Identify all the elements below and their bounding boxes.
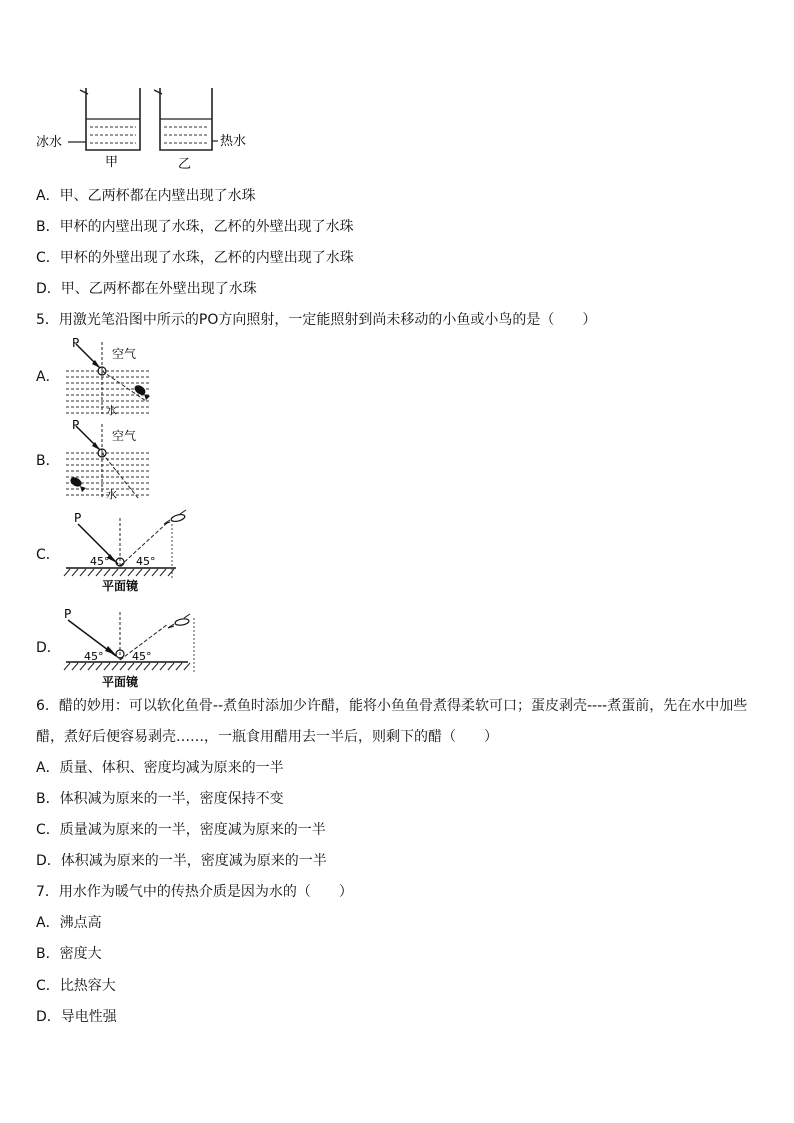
q6-stem-line2: 醋，煮好后便容易剥壳……，一瓶食用醋用去一半后，则剩下的醋（ ） <box>36 729 498 745</box>
svg-text:平面镜: 平面镜 <box>102 675 139 689</box>
q5-figure-b <box>62 418 162 502</box>
q7-option-a: A．沸点高 <box>36 915 102 931</box>
beakers-figure <box>36 84 256 174</box>
q7-option-c: C．比热容大 <box>36 978 116 994</box>
q5-option-b-label: B． <box>36 453 60 469</box>
svg-text:平面镜: 平面镜 <box>102 579 139 593</box>
svg-text:45°: 45° <box>132 650 152 663</box>
svg-text:45°: 45° <box>90 555 110 568</box>
svg-text:空气: 空气 <box>112 347 137 361</box>
fish-icon <box>69 476 86 492</box>
q6-option-c: C．质量减为原来的一半，密度减为原来的一半 <box>36 822 326 838</box>
q6-option-a: A．质量、体积、密度均减为原来的一半 <box>36 760 284 776</box>
beaker-jia <box>80 88 140 150</box>
svg-text:P: P <box>64 607 72 621</box>
svg-text:45°: 45° <box>136 555 156 568</box>
q6-stem-line1: 6．醋的妙用：可以软化鱼骨--煮鱼时添加少许醋，能将小鱼鱼骨煮得柔软可口；蛋皮剥壳----煮蛋前，先在水中加些 <box>36 698 748 714</box>
svg-text:P: P <box>74 511 82 525</box>
q7-option-b: B．密度大 <box>36 946 102 962</box>
bird-icon <box>168 614 190 628</box>
q4-option-c: C．甲杯的外壁出现了水珠，乙杯的内壁出现了水珠 <box>36 250 354 266</box>
q6-option-b: B．体积减为原来的一半，密度保持不变 <box>36 791 284 807</box>
q7-option-d: D．导电性强 <box>36 1009 117 1025</box>
q4-option-b: B．甲杯的内壁出现了水珠，乙杯的外壁出现了水珠 <box>36 219 354 235</box>
svg-text:水: 水 <box>106 404 117 416</box>
svg-text:P: P <box>72 418 80 432</box>
svg-text:45°: 45° <box>84 650 104 663</box>
label-hot-water: 热水 <box>220 134 247 149</box>
q5-figure-a <box>62 336 162 416</box>
q5-option-a-label: A． <box>36 369 60 385</box>
q5-option-c-label: C． <box>36 547 60 563</box>
svg-text:P: P <box>72 336 80 350</box>
bird-icon <box>164 510 186 524</box>
q5-figure-c <box>60 508 190 596</box>
q4-option-d: D．甲、乙两杯都在外壁出现了水珠 <box>36 281 257 297</box>
q7-stem: 7．用水作为暖气中的传热介质是因为水的（ ） <box>36 884 353 900</box>
label-ice-water: 冰水 <box>36 135 63 150</box>
q4-option-a: A．甲、乙两杯都在内壁出现了水珠 <box>36 188 256 204</box>
svg-text:空气: 空气 <box>112 429 137 443</box>
label-yi: 乙 <box>178 157 192 172</box>
q5-figure-d <box>58 604 198 694</box>
q5-option-d-label: D． <box>36 640 61 656</box>
q6-option-d: D．体积减为原来的一半，密度减为原来的一半 <box>36 853 327 869</box>
q5-stem: 5．用激光笔沿图中所示的PO方向照射，一定能照射到尚未移动的小鱼或小鸟的是（ ） <box>36 312 597 328</box>
label-jia: 甲 <box>105 155 119 170</box>
svg-text:水: 水 <box>106 488 117 501</box>
beaker-yi <box>154 88 212 150</box>
